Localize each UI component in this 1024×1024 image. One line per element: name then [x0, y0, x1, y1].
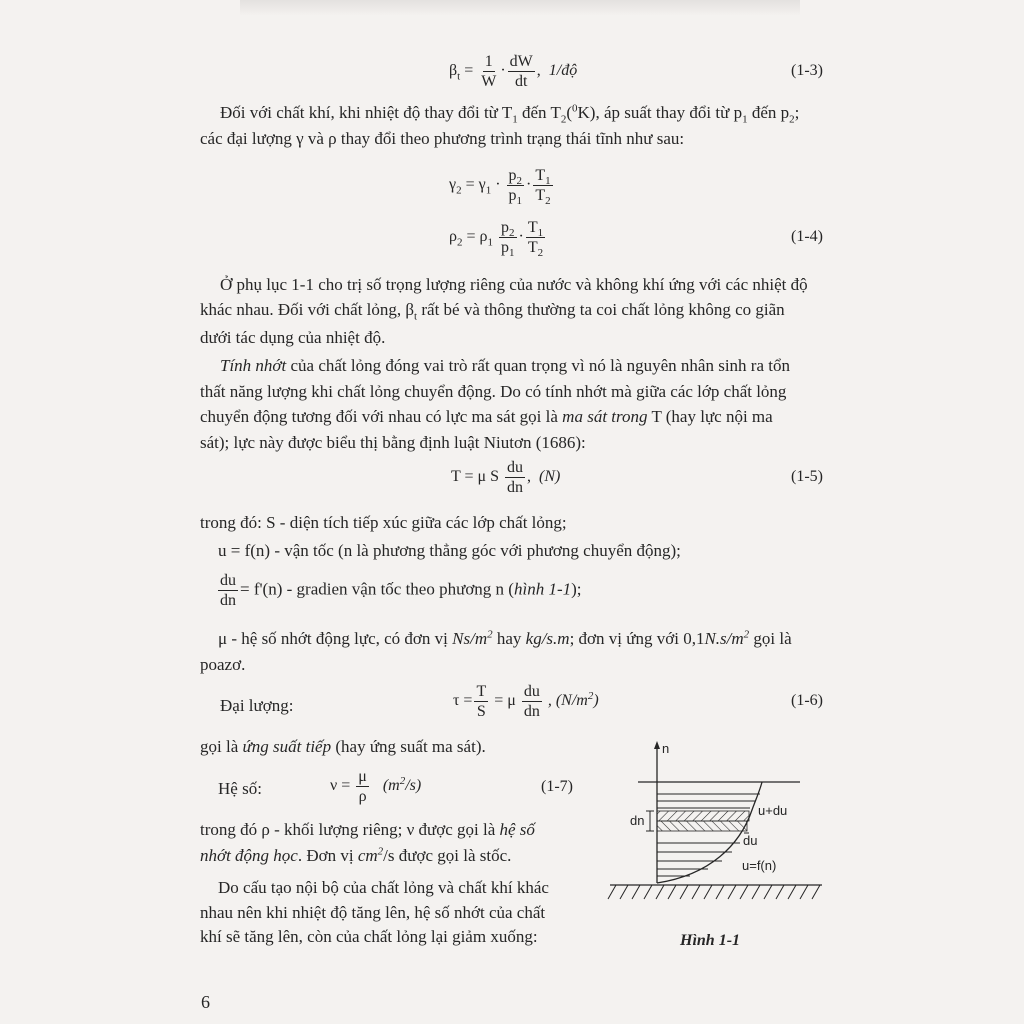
- label-u-fn: u=f(n): [742, 858, 777, 873]
- ground-hatching: [608, 885, 820, 899]
- equation-number-1-6: (1-6): [791, 692, 823, 709]
- def-u: u = f(n) - vận tốc (n là phương thẳng góc với phương chuyển động);: [218, 541, 681, 560]
- label-n: n: [662, 741, 670, 756]
- para5-line2: nhớt động học. Đơn vị $cm^2/s$ được gọi là stốc.: [200, 845, 512, 865]
- def-gradient: $\frac{du}{dn}$ = f'(n) - gradien vận tốc theo phương n (hình 1-1);: [220, 572, 582, 609]
- label-du: du: [743, 833, 758, 848]
- para6-line2: nhau nên khi nhiệt độ tăng lên, hệ số nhớt của chất: [200, 903, 546, 922]
- n-axis-arrow-icon: [654, 741, 660, 749]
- para6-line3: khí sẽ tăng lên, còn của chất lỏng lại giảm xuống:: [200, 927, 538, 946]
- equation-1-5: T = μ S $\frac{du}{dn}$ , (N): [451, 459, 561, 496]
- para3-line1: Tính nhớt của chất lỏng đóng vai trò rất quan trọng vì nó là nguyên nhân sinh ra tổn: [220, 356, 790, 375]
- para3-line2: thất năng lượng khi chất lỏng chuyển động. Do có tính nhớt mà giữa các lớp chất lỏng: [200, 382, 787, 401]
- equation-number-1-3: (1-3): [791, 62, 823, 79]
- para2-line2: khác nhau. Đối với chất lỏng, $\beta_t$ rất bé và thông thường ta coi chất lỏng không co giãn: [200, 300, 785, 323]
- figure-caption: Hình 1-1: [680, 932, 741, 949]
- equation-1-4-rho: $\rho_2 = \rho_1$ $\frac{p_2}{p_1}$ · $\frac{T_1}{T_2}$: [449, 219, 544, 260]
- para3-line4: sát); lực này được biểu thị bằng định luật Niutơn (1686):: [200, 433, 586, 452]
- equation-1-3: $\beta_t$ = $\frac{1}{W}$ · $\frac{dW}{dt}$ , 1/độ: [449, 53, 578, 90]
- equation-number-1-5: (1-5): [791, 468, 823, 485]
- para3-line3: chuyển động tương đối với nhau có lực ma sát gọi là ma sát trong T (hay lực nội ma: [200, 407, 773, 426]
- para2-line1: Ở phụ lục 1-1 cho trị số trọng lượng riêng của nước và không khí ứng với các nhiệt độ: [220, 275, 808, 294]
- equation-1-6-label: Đại lượng:: [220, 696, 294, 715]
- equation-1-6: τ = $\frac{T}{S}$ = μ $\frac{du}{dn}$ , $(N/m^2)$: [453, 683, 599, 720]
- equation-1-7-label: Hệ số:: [218, 779, 262, 798]
- def-mu: μ - hệ số nhớt động lực, có đơn vị $Ns/m^2$ hay kg/s.m; đơn vị ứng với $0,1N.s/m^2$ gọi là: [218, 628, 792, 648]
- para2-line3: dưới tác dụng của nhiệt độ.: [200, 328, 386, 347]
- label-dn: dn: [630, 813, 645, 828]
- equation-number-1-7: (1-7): [541, 778, 573, 795]
- para5-line1: trong đó ρ - khối lượng riêng; ν được gọi là hệ số: [200, 820, 535, 839]
- def-S: trong đó: S - diện tích tiếp xúc giữa các lớp chất lỏng;: [200, 513, 567, 532]
- equation-1-7: ν = $\frac{\mu}{\rho}$ $(m^2/s)$: [330, 768, 422, 805]
- para6-line1: Do cấu tạo nội bộ của chất lỏng và chất khí khác: [218, 878, 549, 897]
- para1-line1: Đối với chất khí, khi nhiệt độ thay đổi từ $T_1$ đến $T_2(^0K)$, áp suất thay đổi từ $p_1$ đến $p_2$;: [220, 102, 800, 126]
- figure-1-1-velocity-profile: [600, 735, 830, 915]
- lower-layer-hatch: [657, 821, 747, 831]
- equation-number-1-4: (1-4): [791, 228, 823, 245]
- upper-layer-hatch: [657, 811, 749, 821]
- def-poazo: poazơ.: [200, 655, 246, 674]
- page-number: 6: [201, 992, 210, 1012]
- scan-edge-shadow: [240, 0, 800, 16]
- para1-line2: các đại lượng γ và ρ thay đổi theo phương trình trạng thái tĩnh như sau:: [200, 129, 685, 148]
- label-u-du: u+du: [758, 803, 788, 818]
- equation-1-4-gamma: $\gamma_2 = \gamma_1$ · $\frac{p_2}{p_1}$ · $\frac{T_1}{T_2}$: [449, 167, 551, 208]
- para4: gọi là ứng suất tiếp (hay ứng suất ma sát).: [200, 737, 486, 756]
